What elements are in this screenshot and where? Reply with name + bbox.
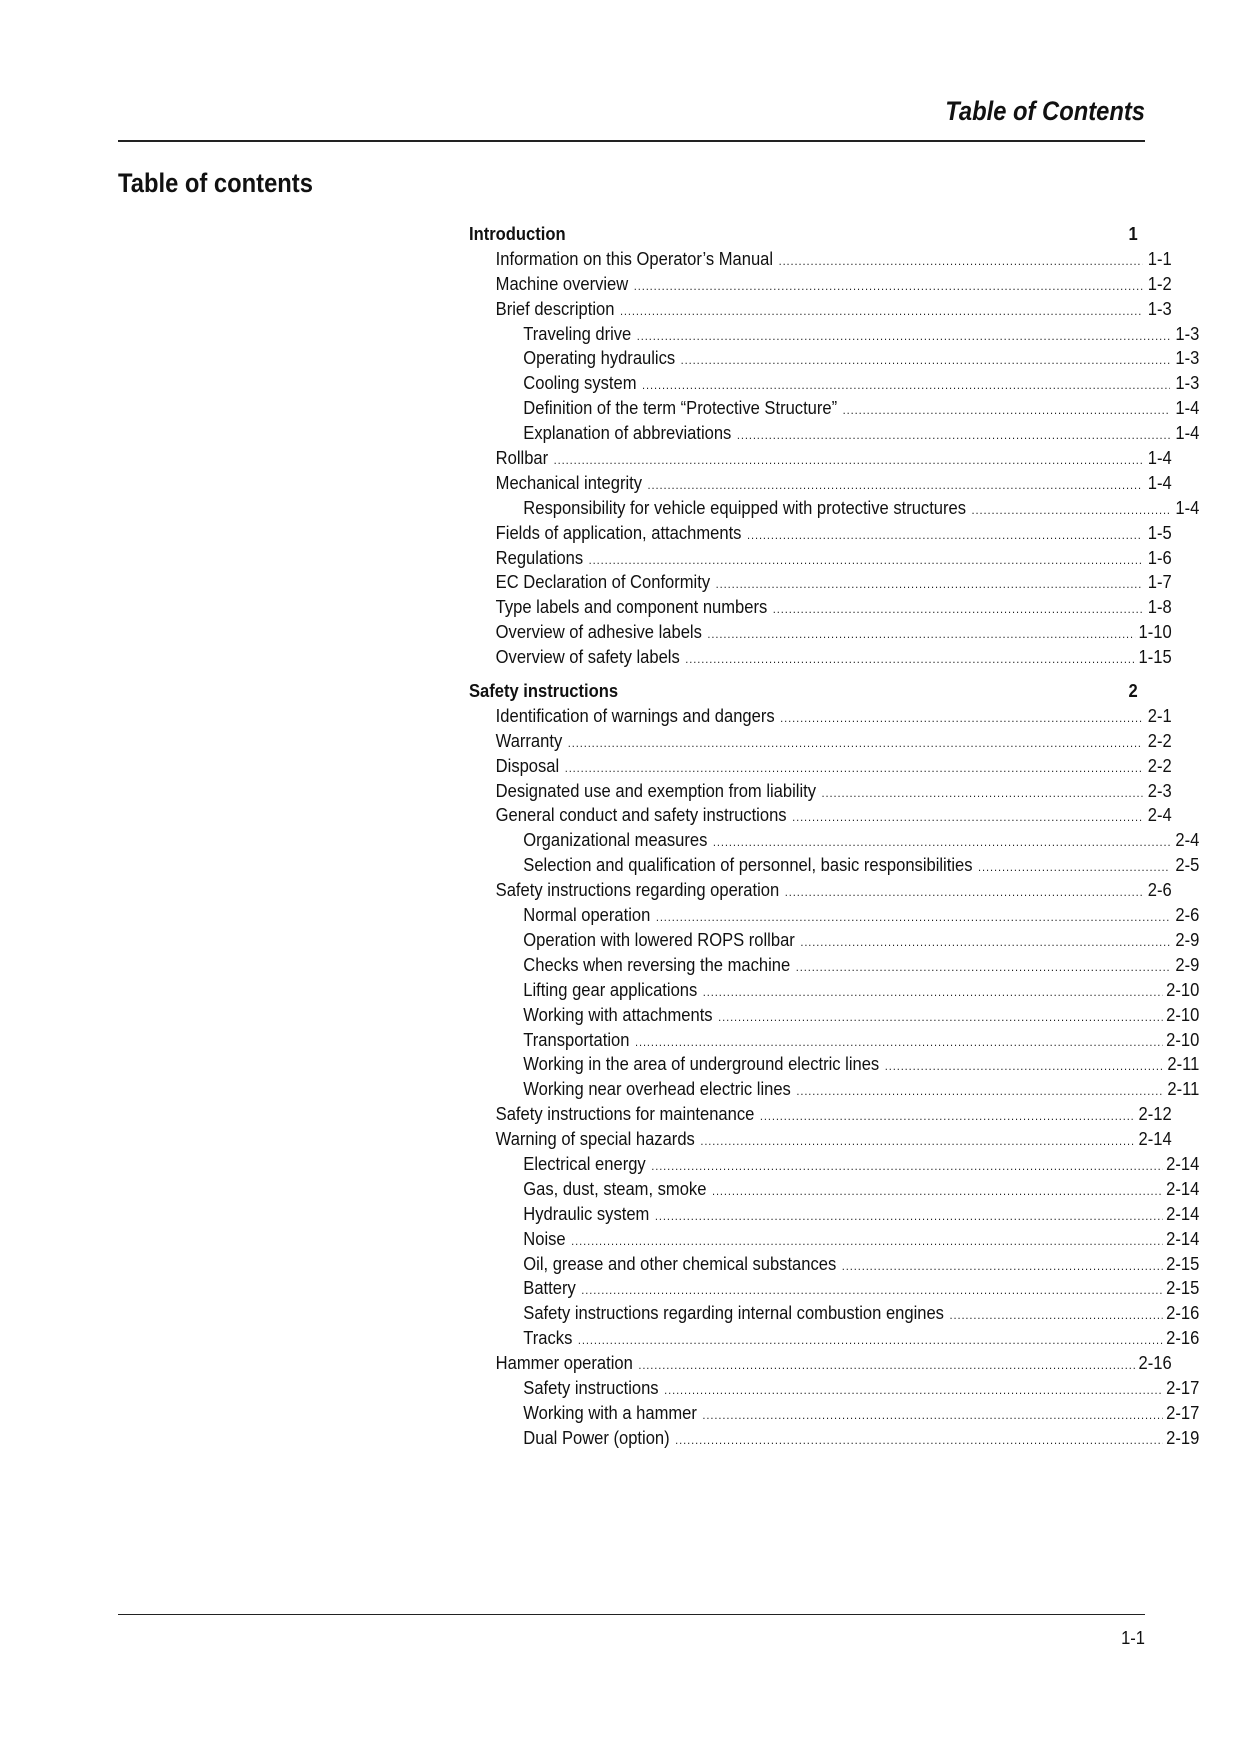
toc-leader <box>972 498 1170 523</box>
toc-entry-title: Operation with lowered ROPS rollbar <box>523 929 795 950</box>
toc-leader <box>620 299 1142 324</box>
toc-entry-page: 1-3 <box>1175 323 1200 344</box>
toc-leader <box>760 1104 1135 1129</box>
toc-entry-title: Noise <box>523 1228 566 1249</box>
toc-entry-page: 2-14 <box>1166 1178 1200 1199</box>
toc-entry-row[interactable] <box>469 272 1172 297</box>
toc-chapter-title: Safety instructions <box>469 681 619 702</box>
toc-entry-row[interactable] <box>469 754 1172 779</box>
toc-entry-row[interactable] <box>469 371 1199 396</box>
toc-entry-row[interactable] <box>469 346 1199 371</box>
toc-entry-title: Checks when reversing the machine <box>523 954 791 975</box>
toc-entry-page: 2-4 <box>1147 805 1172 826</box>
table-of-contents <box>469 222 1200 1460</box>
toc-entry-row[interactable] <box>469 1252 1199 1277</box>
running-header-title: Table of Contents <box>945 96 1145 126</box>
toc-leader <box>842 1254 1163 1279</box>
toc-entry-row[interactable] <box>469 953 1199 978</box>
toc-entry-row[interactable] <box>469 828 1199 853</box>
toc-entry-row[interactable] <box>469 1401 1199 1426</box>
toc-entry-page: 2-19 <box>1166 1427 1200 1448</box>
toc-entry-page: 1-15 <box>1138 647 1172 668</box>
toc-leader <box>578 1328 1163 1353</box>
toc-entry-row[interactable] <box>469 1426 1199 1451</box>
toc-entry-row[interactable] <box>469 521 1172 546</box>
toc-section <box>469 222 1200 670</box>
toc-entry-page: 2-2 <box>1147 755 1172 776</box>
toc-entry-page: 2-14 <box>1166 1228 1200 1249</box>
toc-leader <box>565 756 1143 781</box>
toc-entry-title: Safety instructions <box>523 1377 659 1398</box>
toc-entry-title: Hydraulic system <box>523 1203 650 1224</box>
toc-entry-page: 2-16 <box>1166 1303 1200 1324</box>
toc-entry-title: Identification of warnings and dangers <box>495 705 775 726</box>
toc-leader <box>681 348 1170 373</box>
toc-entry-title: Warranty <box>495 730 563 751</box>
toc-entry-title: Battery <box>523 1278 576 1299</box>
toc-entry-page: 2-3 <box>1147 780 1172 801</box>
toc-entry-page: 2-6 <box>1147 880 1172 901</box>
toc-entry-page: 2-17 <box>1166 1377 1200 1398</box>
toc-leader <box>785 880 1143 905</box>
toc-entry-title: Disposal <box>495 755 560 776</box>
toc-leader <box>779 249 1143 274</box>
toc-entry-page: 1-1 <box>1147 248 1172 269</box>
toc-entry-page: 2-2 <box>1147 730 1172 751</box>
toc-entry-row[interactable] <box>469 1276 1199 1301</box>
toc-leader <box>655 1204 1163 1229</box>
toc-entry-row[interactable] <box>469 421 1199 446</box>
toc-entry-page: 1-4 <box>1175 398 1200 419</box>
toc-entry-page: 1-6 <box>1147 547 1172 568</box>
toc-leader <box>554 448 1143 473</box>
toc-leader <box>642 373 1170 398</box>
toc-entry-row[interactable] <box>469 396 1199 421</box>
header-rule <box>118 140 1145 142</box>
toc-leader <box>571 1229 1162 1254</box>
toc-leader <box>656 905 1170 930</box>
toc-leader <box>716 572 1143 597</box>
toc-leader <box>978 855 1170 880</box>
toc-leader <box>718 1005 1162 1030</box>
toc-leader <box>700 1129 1135 1154</box>
toc-entry-row[interactable] <box>469 878 1172 903</box>
toc-entry-title: Gas, dust, steam, smoke <box>523 1178 707 1199</box>
toc-entry-title: Working with attachments <box>523 1004 713 1025</box>
toc-entry-title: Hammer operation <box>495 1353 633 1374</box>
toc-entry-title: Mechanical integrity <box>495 472 643 493</box>
toc-leader <box>800 930 1170 955</box>
toc-entry-row[interactable] <box>469 903 1199 928</box>
toc-entry-title: Type labels and component numbers <box>495 597 768 618</box>
toc-entry-page: 1-10 <box>1138 622 1172 643</box>
toc-entry-title: Responsibility for vehicle equipped with protective structures <box>523 497 967 518</box>
toc-leader <box>634 274 1143 299</box>
toc-entry-page: 2-16 <box>1166 1328 1200 1349</box>
toc-entry-page: 2-11 <box>1167 1079 1200 1100</box>
toc-leader <box>949 1303 1162 1328</box>
toc-entry-row[interactable] <box>469 1202 1199 1227</box>
toc-entry-row[interactable] <box>469 496 1199 521</box>
toc-leader <box>737 423 1170 448</box>
toc-entry-row[interactable] <box>469 729 1172 754</box>
toc-leader <box>773 597 1142 622</box>
toc-entry-row[interactable] <box>469 1052 1199 1077</box>
toc-entry-page: 2-1 <box>1147 705 1172 726</box>
toc-leader <box>885 1054 1164 1079</box>
toc-entry-row[interactable] <box>469 1351 1172 1376</box>
toc-entry-row[interactable] <box>469 247 1172 272</box>
toc-leader <box>707 622 1134 647</box>
toc-entry-row[interactable] <box>469 1326 1199 1351</box>
toc-entry-page: 2-16 <box>1138 1353 1172 1374</box>
toc-entry-title: Fields of application, attachments <box>495 522 742 543</box>
toc-entry-page: 1-7 <box>1147 572 1172 593</box>
toc-chapter-row[interactable] <box>469 222 1145 247</box>
toc-leader <box>685 647 1135 672</box>
toc-entry-title: Information on this Operator’s Manual <box>495 248 774 269</box>
toc-entry-title: Overview of safety labels <box>495 647 680 668</box>
toc-entry-row[interactable] <box>469 595 1172 620</box>
toc-leader <box>664 1378 1162 1403</box>
toc-entry-row[interactable] <box>469 1301 1199 1326</box>
toc-entry-title: Machine overview <box>495 273 629 294</box>
toc-entry-title: Warning of special hazards <box>495 1129 695 1150</box>
toc-entry-title: Rollbar <box>495 448 549 469</box>
toc-leader <box>796 955 1170 980</box>
toc-entry-row[interactable] <box>469 645 1172 670</box>
toc-entry-title: Electrical energy <box>523 1153 646 1174</box>
toc-entry-row[interactable] <box>469 1376 1199 1401</box>
toc-entry-title: Normal operation <box>523 905 651 926</box>
toc-entry-title: Working near overhead electric lines <box>523 1079 791 1100</box>
toc-entry-page: 2-10 <box>1166 979 1200 1000</box>
toc-leader <box>581 1278 1162 1303</box>
toc-entry-title: Traveling drive <box>523 323 632 344</box>
toc-entry-title: Selection and qualification of personnel, basic responsibilities <box>523 855 973 876</box>
toc-entry-row[interactable] <box>469 853 1199 878</box>
toc-chapter-title: Introduction <box>469 224 566 244</box>
toc-section <box>469 679 1200 1451</box>
toc-entry-row[interactable] <box>469 779 1172 804</box>
toc-entry-page: 2-14 <box>1166 1153 1200 1174</box>
toc-leader <box>796 1079 1163 1104</box>
toc-entry-page: 2-15 <box>1166 1253 1200 1274</box>
toc-entry-page: 2-14 <box>1138 1129 1172 1150</box>
toc-entry-page: 1-3 <box>1175 348 1200 369</box>
toc-leader <box>635 1030 1162 1055</box>
toc-entry-row[interactable] <box>469 1177 1199 1202</box>
toc-entry-page: 1-4 <box>1147 448 1172 469</box>
toc-entry-page: 1-8 <box>1147 597 1172 618</box>
toc-entry-title: Oil, grease and other chemical substances <box>523 1253 837 1274</box>
toc-entry-title: Safety instructions regarding internal combustion engines <box>523 1303 944 1324</box>
toc-entry-title: Working in the area of underground electric lines <box>523 1054 880 1075</box>
toc-entry-row[interactable] <box>469 1028 1199 1053</box>
toc-chapter-page: 1 <box>1128 224 1138 244</box>
toc-leader <box>568 731 1142 756</box>
toc-entry-row[interactable] <box>469 1127 1172 1152</box>
toc-entry-row[interactable] <box>469 546 1172 571</box>
toc-entry-title: Overview of adhesive labels <box>495 622 702 643</box>
toc-chapter-page: 2 <box>1128 681 1138 702</box>
toc-entry-title: Definition of the term “Protective Structure” <box>523 398 838 419</box>
toc-entry-title: Organizational measures <box>523 830 708 851</box>
toc-entry-page: 2-14 <box>1166 1203 1200 1224</box>
toc-entry-title: Brief description <box>495 298 615 319</box>
toc-entry-row[interactable] <box>469 978 1199 1003</box>
toc-entry-page: 2-12 <box>1138 1104 1172 1125</box>
toc-entry-page: 1-3 <box>1147 298 1172 319</box>
toc-leader <box>843 398 1170 423</box>
toc-leader <box>792 805 1142 830</box>
toc-entry-page: 2-11 <box>1167 1054 1200 1075</box>
page-title: Table of contents <box>118 168 313 198</box>
toc-entry-page: 2-15 <box>1166 1278 1200 1299</box>
toc-leader <box>638 1353 1135 1378</box>
toc-entry-page: 2-10 <box>1166 1029 1200 1050</box>
toc-entry-row[interactable] <box>469 1102 1172 1127</box>
toc-chapter-row[interactable] <box>469 679 1145 704</box>
toc-entry-page: 1-3 <box>1175 373 1200 394</box>
toc-entry-title: Safety instructions for maintenance <box>495 1104 755 1125</box>
toc-entry-title: Transportation <box>523 1029 630 1050</box>
toc-entry-title: Operating hydraulics <box>523 348 676 369</box>
toc-entry-title: Regulations <box>495 547 584 568</box>
footer-page-number: 1-1 <box>1121 1628 1145 1648</box>
toc-leader <box>780 706 1142 731</box>
footer-rule <box>118 1614 1145 1615</box>
toc-entry-title: EC Declaration of Conformity <box>495 572 711 593</box>
toc-entry-row[interactable] <box>469 1003 1199 1028</box>
toc-entry-page: 2-10 <box>1166 1004 1200 1025</box>
toc-entry-row[interactable] <box>469 297 1172 322</box>
toc-entry-title: Dual Power (option) <box>523 1427 670 1448</box>
toc-entry-title: Safety instructions regarding operation <box>495 880 780 901</box>
toc-leader <box>675 1428 1162 1453</box>
toc-entry-page: 2-4 <box>1175 830 1200 851</box>
toc-entry-title: Tracks <box>523 1328 573 1349</box>
toc-entry-row[interactable] <box>469 322 1199 347</box>
toc-entry-row[interactable] <box>469 803 1172 828</box>
toc-entry-row[interactable] <box>469 446 1172 471</box>
toc-entry-page: 1-2 <box>1147 273 1172 294</box>
toc-leader <box>702 1403 1162 1428</box>
toc-entry-page: 2-17 <box>1166 1402 1200 1423</box>
toc-entry-title: Working with a hammer <box>523 1402 697 1423</box>
toc-leader <box>713 830 1170 855</box>
toc-leader <box>651 1154 1162 1179</box>
toc-leader <box>648 473 1143 498</box>
toc-entry-row[interactable] <box>469 620 1172 645</box>
toc-entry-row[interactable] <box>469 704 1172 729</box>
toc-entry-row[interactable] <box>469 570 1172 595</box>
toc-entry-page: 2-9 <box>1175 954 1200 975</box>
toc-entry-row[interactable] <box>469 1152 1199 1177</box>
toc-entry-row[interactable] <box>469 928 1199 953</box>
toc-leader <box>747 523 1142 548</box>
toc-entry-title: Explanation of abbreviations <box>523 423 732 444</box>
toc-entry-page: 2-9 <box>1175 929 1200 950</box>
toc-entry-page: 1-4 <box>1147 472 1172 493</box>
toc-leader <box>589 548 1143 573</box>
toc-entry-title: Cooling system <box>523 373 637 394</box>
toc-entry-page: 2-6 <box>1175 905 1200 926</box>
toc-entry-page: 1-4 <box>1175 497 1200 518</box>
toc-entry-page: 1-4 <box>1175 423 1200 444</box>
toc-entry-title: Designated use and exemption from liability <box>495 780 817 801</box>
toc-entry-title: Lifting gear applications <box>523 979 698 1000</box>
toc-entry-page: 2-5 <box>1175 855 1200 876</box>
toc-leader <box>822 781 1143 806</box>
toc-leader <box>703 980 1163 1005</box>
toc-entry-row[interactable] <box>469 1227 1199 1252</box>
toc-entry-row[interactable] <box>469 471 1172 496</box>
toc-leader <box>712 1179 1163 1204</box>
toc-entry-row[interactable] <box>469 1077 1199 1102</box>
toc-entry-page: 1-5 <box>1147 522 1172 543</box>
toc-leader <box>637 324 1170 349</box>
toc-entry-title: General conduct and safety instructions <box>495 805 787 826</box>
